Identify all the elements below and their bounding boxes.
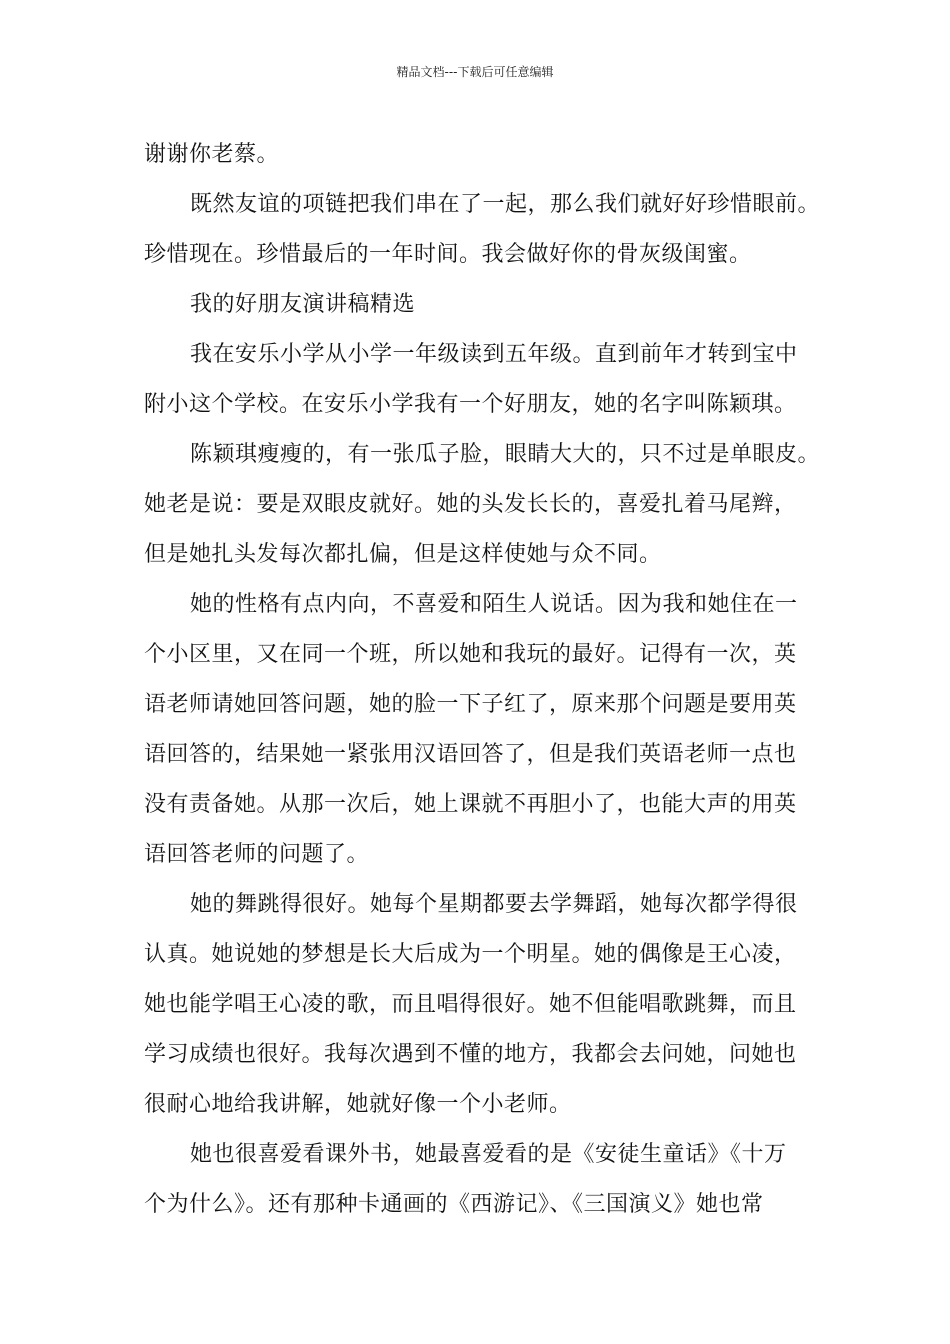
text-line: 很耐心地给我讲解，她就好像一个小老师。 [144, 1092, 572, 1117]
text-line: 认真。她说她的梦想是长大后成为一个明星。她的偶像是王心凌， [144, 942, 797, 967]
text-line: 谢谢你老蔡。 [144, 142, 280, 167]
text-line: 个为什么》。还有那种卡通画的《西游记》、《三国演义》她也常 [144, 1192, 764, 1217]
text-line: 语老师请她回答问题，她的脸一下子红了，原来那个问题是要用英 [144, 692, 797, 717]
text-line: 珍惜现在。珍惜最后的一年时间。我会做好你的骨灰级闺蜜。 [144, 242, 752, 267]
text-line: 附小这个学校。在安乐小学我有一个好朋友，她的名字叫陈颖琪。 [144, 392, 797, 417]
paragraph-start-line: 我在安乐小学从小学一年级读到五年级。直到前年才转到宝中 [190, 342, 798, 367]
text-line: 她也能学唱王心凌的歌，而且唱得很好。她不但能唱歌跳舞，而且 [144, 992, 797, 1017]
paragraph-start-line: 她的性格有点内向，不喜爱和陌生人说话。因为我和她住在一 [190, 592, 798, 617]
text-line: 语回答老师的问题了。 [144, 842, 370, 867]
paragraph-start-line: 她的舞跳得很好。她每个星期都要去学舞蹈，她每次都学得很 [190, 892, 798, 917]
text-line: 但是她扎头发每次都扎偏，但是这样使她与众不同。 [144, 542, 662, 567]
paragraph-start-line: 既然友谊的项链把我们串在了一起，那么我们就好好珍惜眼前。 [190, 192, 821, 217]
paragraph-start-line: 她也很喜爱看课外书，她最喜爱看的是《安徒生童话》《十万 [190, 1142, 787, 1167]
section-title: 我的好朋友演讲稿精选 [190, 292, 416, 317]
document-body [144, 130, 821, 1230]
text-line: 她老是说：要是双眼皮就好。她的头发长长的，喜爱扎着马尾辫， [144, 492, 797, 517]
page-header: 精品文档---下载后可任意编辑 [396, 65, 554, 79]
text-line: 学习成绩也很好。我每次遇到不懂的地方，我都会去问她，问她也 [144, 1042, 797, 1067]
paragraph-start-line: 陈颖琪瘦瘦的，有一张瓜子脸，眼睛大大的，只不过是单眼皮。 [190, 442, 821, 467]
text-line: 没有责备她。从那一次后，她上课就不再胆小了，也能大声的用英 [144, 792, 797, 817]
text-line: 个小区里，又在同一个班，所以她和我玩的最好。记得有一次，英 [144, 642, 797, 667]
text-line: 语回答的，结果她一紧张用汉语回答了，但是我们英语老师一点也 [144, 742, 797, 767]
